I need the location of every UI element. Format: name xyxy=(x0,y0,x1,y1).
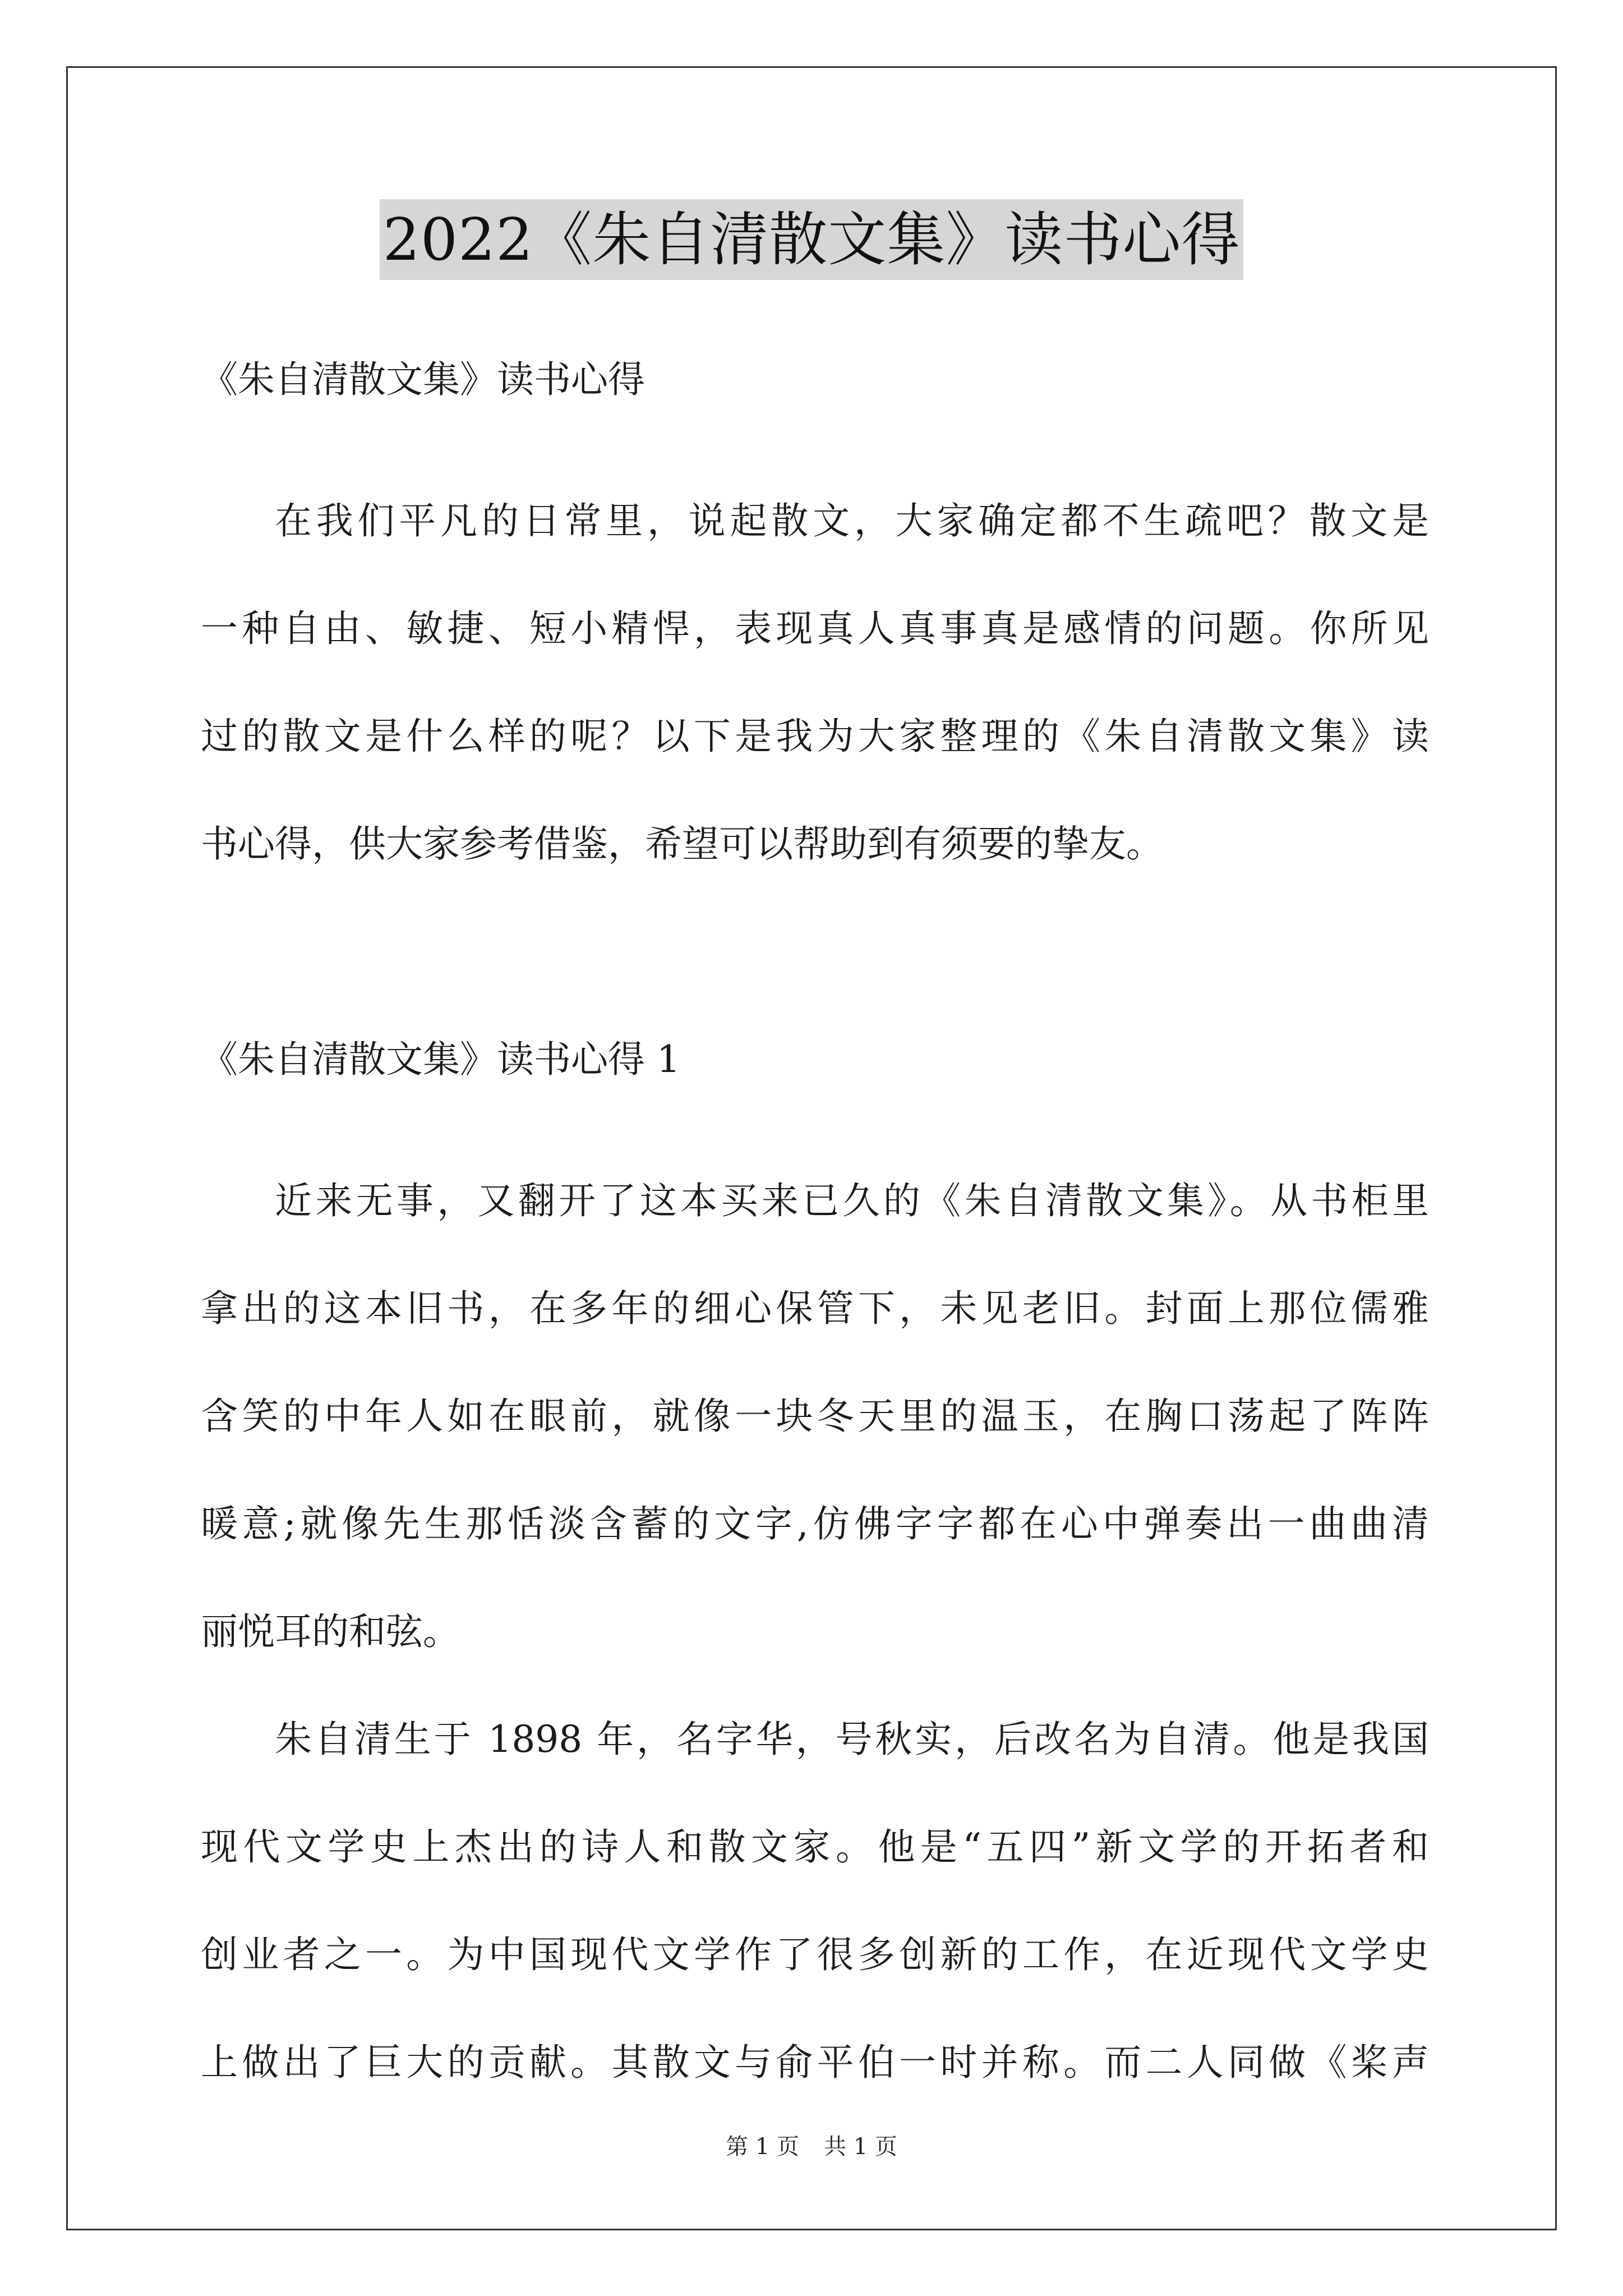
paragraph-1 xyxy=(201,1163,1429,1702)
text-line: 近来无事，又翻开了这本买来已久的《朱自清散文集》。从书柜里 xyxy=(275,1179,1429,1222)
text-line: 创业者之一。为中国现代文学作了很多创新的工作，在近现代文学史 xyxy=(201,1933,1429,1976)
text-line: 含笑的中年人如在眼前，就像一块冬天里的温玉，在胸口荡起了阵阵 xyxy=(201,1395,1429,1438)
section-heading: 《朱自清散文集》读书心得 1 xyxy=(201,1038,680,1081)
spacer xyxy=(201,1130,1429,1163)
intro-paragraph xyxy=(201,484,1429,914)
page-footer xyxy=(0,2129,1623,2161)
spacer xyxy=(201,450,1429,484)
text-line: 在我们平凡的日常里，说起散文，大家确定都不生疏吧？散文是 xyxy=(275,499,1429,542)
subtitle: 《朱自清散文集》读书心得 xyxy=(201,358,645,401)
text-line: 拿出的这本旧书，在多年的细心保管下，未见老旧。封面上那位儒雅 xyxy=(201,1287,1429,1330)
text-line: 暖意;就像先生那恬淡含蓄的文字,仿佛字字都在心中弹奏出一曲曲清 xyxy=(201,1502,1429,1545)
text-line: 现代文学史上杰出的诗人和散文家。他是“五四”新文学的开拓者和 xyxy=(201,1825,1429,1869)
paragraph-2 xyxy=(201,1702,1429,2133)
document-body xyxy=(201,342,1429,2133)
document-title: 2022《朱自清散文集》读书心得 xyxy=(380,199,1244,280)
text-line: 丽悦耳的和弦。 xyxy=(201,1610,460,1653)
text-line: 一种自由、敏捷、短小精悍，表现真人真事真是感情的问题。你所见 xyxy=(201,607,1429,650)
spacer xyxy=(201,914,1429,1022)
text-line: 朱自清生于 1898 年，名字华，号秋实，后改名为自清。他是我国 xyxy=(275,1718,1429,1761)
text-line: 过的散文是什么样的呢？以下是我为大家整理的《朱自清散文集》读 xyxy=(201,715,1429,758)
text-line: 书心得，供大家参考借鉴，希望可以帮助到有须要的挚友。 xyxy=(201,822,1163,866)
page-total: 共 1 页 xyxy=(824,2134,897,2160)
text-line: 上做出了巨大的贡献。其散文与俞平伯一时并称。而二人同做《桨声 xyxy=(201,2041,1429,2084)
page-number: 第 1 页 xyxy=(726,2134,799,2160)
title-container xyxy=(0,199,1623,280)
